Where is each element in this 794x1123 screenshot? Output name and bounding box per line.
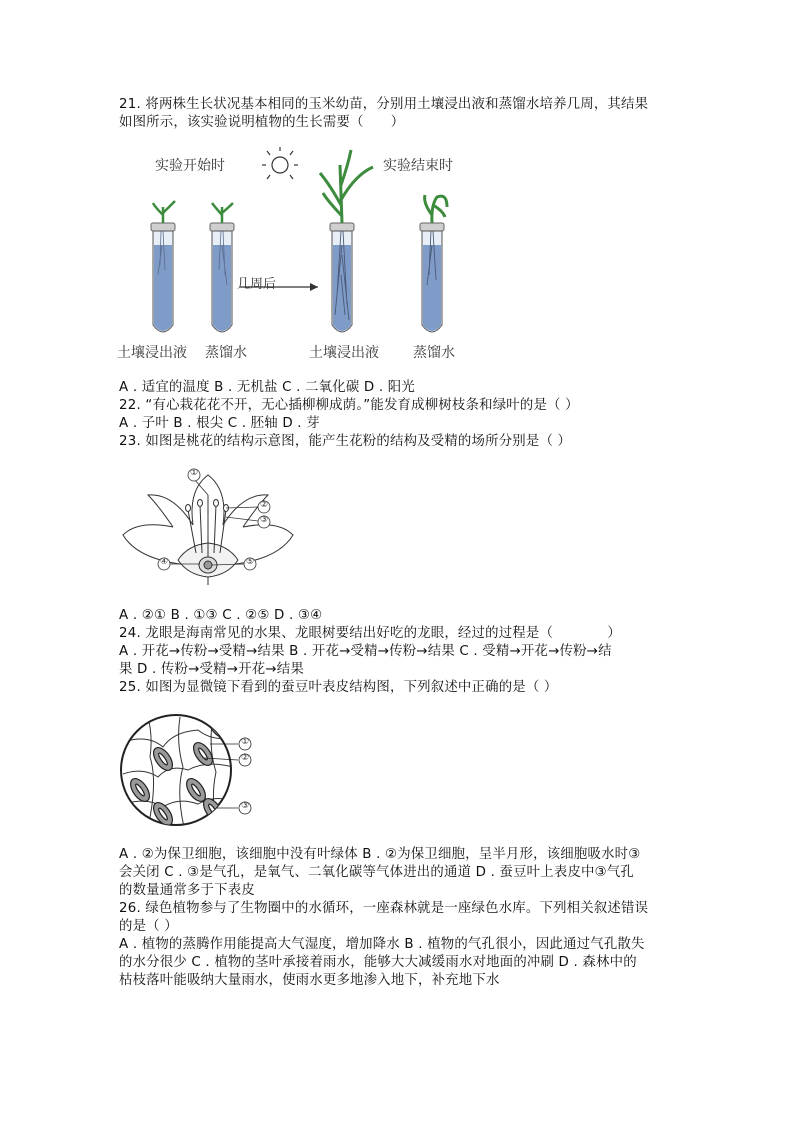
arrow-label: 几周后 (237, 277, 277, 292)
epidermis-label-1: ① (241, 737, 250, 747)
q22-stem: 22. “有心栽花花不开，无心插柳柳成荫。”能发育成柳树枝条和绿叶的是（ ） (119, 398, 579, 413)
q25-options-line3: 的数量通常多于下表皮 (119, 883, 255, 898)
q21-diagram (115, 145, 485, 365)
q26-options-line1: A . 植物的蒸腾作用能提高大气湿度，增加降水 B . 植物的气孔很小，因此通过气孔散失 (119, 937, 645, 952)
q24-stem: 24. 龙眼是海南常见的水果、龙眼树要结出好吃的龙眼，经过的过程是（ ） (119, 626, 622, 641)
flower-label-3: ③ (260, 515, 269, 525)
q21-stem-line1: 21. 将两株生长状况基本相同的玉米幼苗，分别用土壤浸出液和蒸馏水培养几周，其结果 (119, 97, 649, 112)
epidermis-label-2: ② (241, 753, 250, 763)
flower-label-4: ④ (160, 557, 169, 567)
q21-figure (115, 145, 485, 365)
q24-options-line2: 果 D . 传粉→受精→开花→结果 (119, 662, 304, 677)
test-tube-soil-start (151, 201, 175, 332)
q22-options: A . 子叶 B . 根尖 C . 胚轴 D . 芽 (119, 416, 320, 431)
q21-stem-line2: 如图所示，该实验说明植物的生长需要（ ） (119, 115, 405, 130)
epidermis-label-3: ③ (241, 801, 250, 811)
q26-stem-line2: 的是（ ） (119, 919, 178, 934)
q25-stem: 25. 如图为显微镜下看到的蚕豆叶表皮结构图，下列叙述中正确的是（ ） (119, 680, 558, 695)
q23-options: A . ②① B . ①③ C . ②⑤ D . ③④ (119, 608, 323, 623)
q26-options-line2: 的水分很少 C . 植物的茎叶承接着雨水，能够大大减缓雨水对地面的冲刷 D . 森林中的 (119, 955, 637, 970)
q23-stem: 23. 如图是桃花的结构示意图，能产生花粉的结构及受精的场所分别是（ ） (119, 434, 572, 449)
test-tube-water-start (210, 203, 234, 332)
tube-label-soil-start: 土壤浸出液 (117, 345, 187, 361)
q26-stem-line1: 26. 绿色植物参与了生物圈中的水循环，一座森林就是一座绿色水库。下列相关叙述错误 (119, 901, 649, 916)
tube-label-water-end: 蒸馏水 (413, 345, 455, 361)
sun-icon (262, 147, 298, 179)
q26-options-line3: 枯枝落叶能吸纳大量雨水，使雨水更多地渗入地下，补充地下水 (119, 973, 500, 988)
peach-flower-diagram (118, 465, 298, 585)
tube-label-soil-end: 土壤浸出液 (309, 345, 379, 361)
q25-epidermis-figure (118, 712, 263, 830)
label-experiment-start: 实验开始时 (155, 158, 225, 174)
arrow-head-icon (310, 283, 318, 291)
flower-label-5: ⑤ (246, 557, 255, 567)
tube-label-water-start: 蒸馏水 (205, 345, 247, 361)
q21-options: A . 适宜的温度 B . 无机盐 C . 二氧化碳 D . 阳光 (119, 380, 415, 395)
flower-label-1: ① (190, 468, 199, 478)
q24-options-line1: A . 开花→传粉→受精→结果 B . 开花→受精→传粉→结果 C . 受精→开花→传粉→结 (119, 644, 612, 659)
q25-options-line2: 会关闭 C . ③是气孔，是氧气、二氧化碳等气体进出的通道 D . 蚕豆叶上表皮中③气孔 (119, 865, 635, 880)
test-tube-water-end (420, 195, 447, 332)
flower-label-2: ② (260, 500, 269, 510)
label-experiment-end: 实验结束时 (383, 158, 453, 174)
test-tube-soil-end (320, 150, 373, 332)
q25-options-line1: A . ②为保卫细胞，该细胞中没有叶绿体 B . ②为保卫细胞，呈半月形，该细胞吸水时③ (119, 847, 641, 862)
q23-flower-figure (118, 465, 298, 585)
leaf-epidermis-diagram (118, 712, 263, 830)
